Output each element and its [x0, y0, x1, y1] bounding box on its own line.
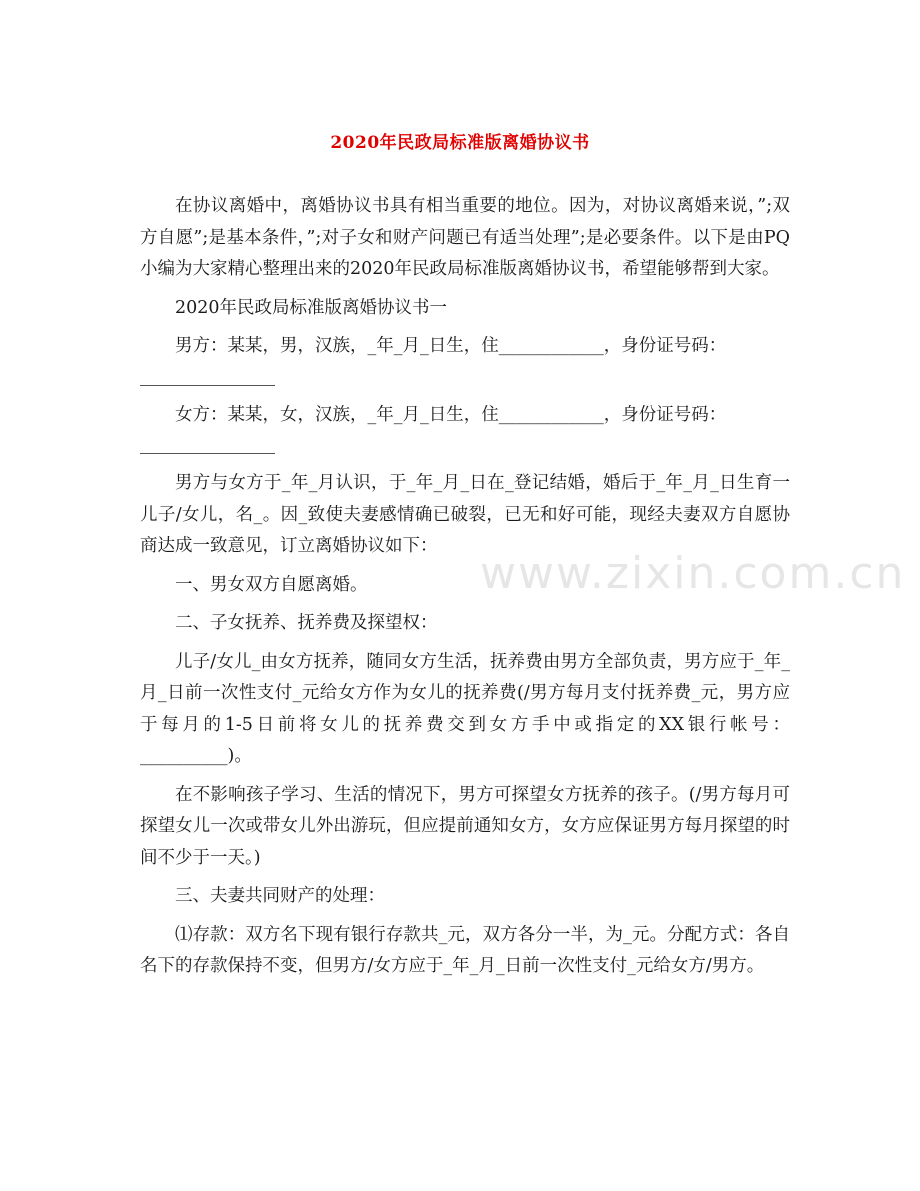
intro-paragraph: 在协议离婚中，离婚协议书具有相当重要的地位。因为，对协议离婚来说，”;双方自愿”;是基本条件，”;对子女和财产问题已有适当处理”;是必要条件。以下是由PQ小编为大家精心整理出来的2020年民政局标准版离婚协议书，希望能够帮到大家。	[140, 196, 790, 279]
woman-id-blank	[140, 431, 275, 454]
clause-three: 三、夫妻共同财产的处理：	[175, 886, 385, 906]
clause-one: 一、男女双方自愿离婚。	[175, 574, 368, 595]
document-body	[140, 191, 790, 990]
woman-info: 女方：某某，女，汉族，_年_月_日生，住____________，身份证号码：	[175, 404, 727, 425]
man-info: 男方：某某，男，汉族，_年_月_日生，住____________，身份证号码：	[175, 336, 727, 356]
section-subtitle: 2020年民政局标准版离婚协议书一	[175, 297, 448, 318]
document-title: 2020年民政局标准版离婚协议书	[330, 133, 590, 153]
marriage-background: 男方与女方于_年_月认识，于_年_月_日在_登记结婚，婚后于_年_月_日生育一儿子/女儿，名_。因_致使夫妻感情确已破裂，已无和好可能，现经夫妻双方自愿协商达成一致意见，订立离婚协议如下：	[140, 473, 790, 556]
watermark: www.zixin.com.cn	[480, 548, 906, 599]
man-id-blank	[140, 363, 275, 386]
custody-paragraph: 儿子/女儿_由女方抚养，随同女方生活，抚养费由男方全部负责，男方应于_年_月_日前一次性支付_元给女方作为女儿的抚养费(/男方每月支付抚养费_元，男方应于每月的1-5日前将女儿的抚养费交到女方手中或指定的XX银行帐号：__________)。	[140, 651, 790, 766]
visitation-paragraph: 在不影响孩子学习、生活的情况下，男方可探望女方抚养的孩子。(/男方每月可探望女儿一次或带女儿外出游玩，但应提前通知女方，女方应保证男方每月探望的时间不少于一天。)	[140, 784, 790, 868]
deposit-paragraph: ⑴存款：双方名下现有银行存款共_元，双方各分一半，为_元。分配方式：各自名下的存款保持不变，但男方/女方应于_年_月_日前一次性支付_元给女方/男方。	[140, 924, 790, 976]
clause-two: 二、子女抚养、抚养费及探望权：	[175, 613, 438, 633]
